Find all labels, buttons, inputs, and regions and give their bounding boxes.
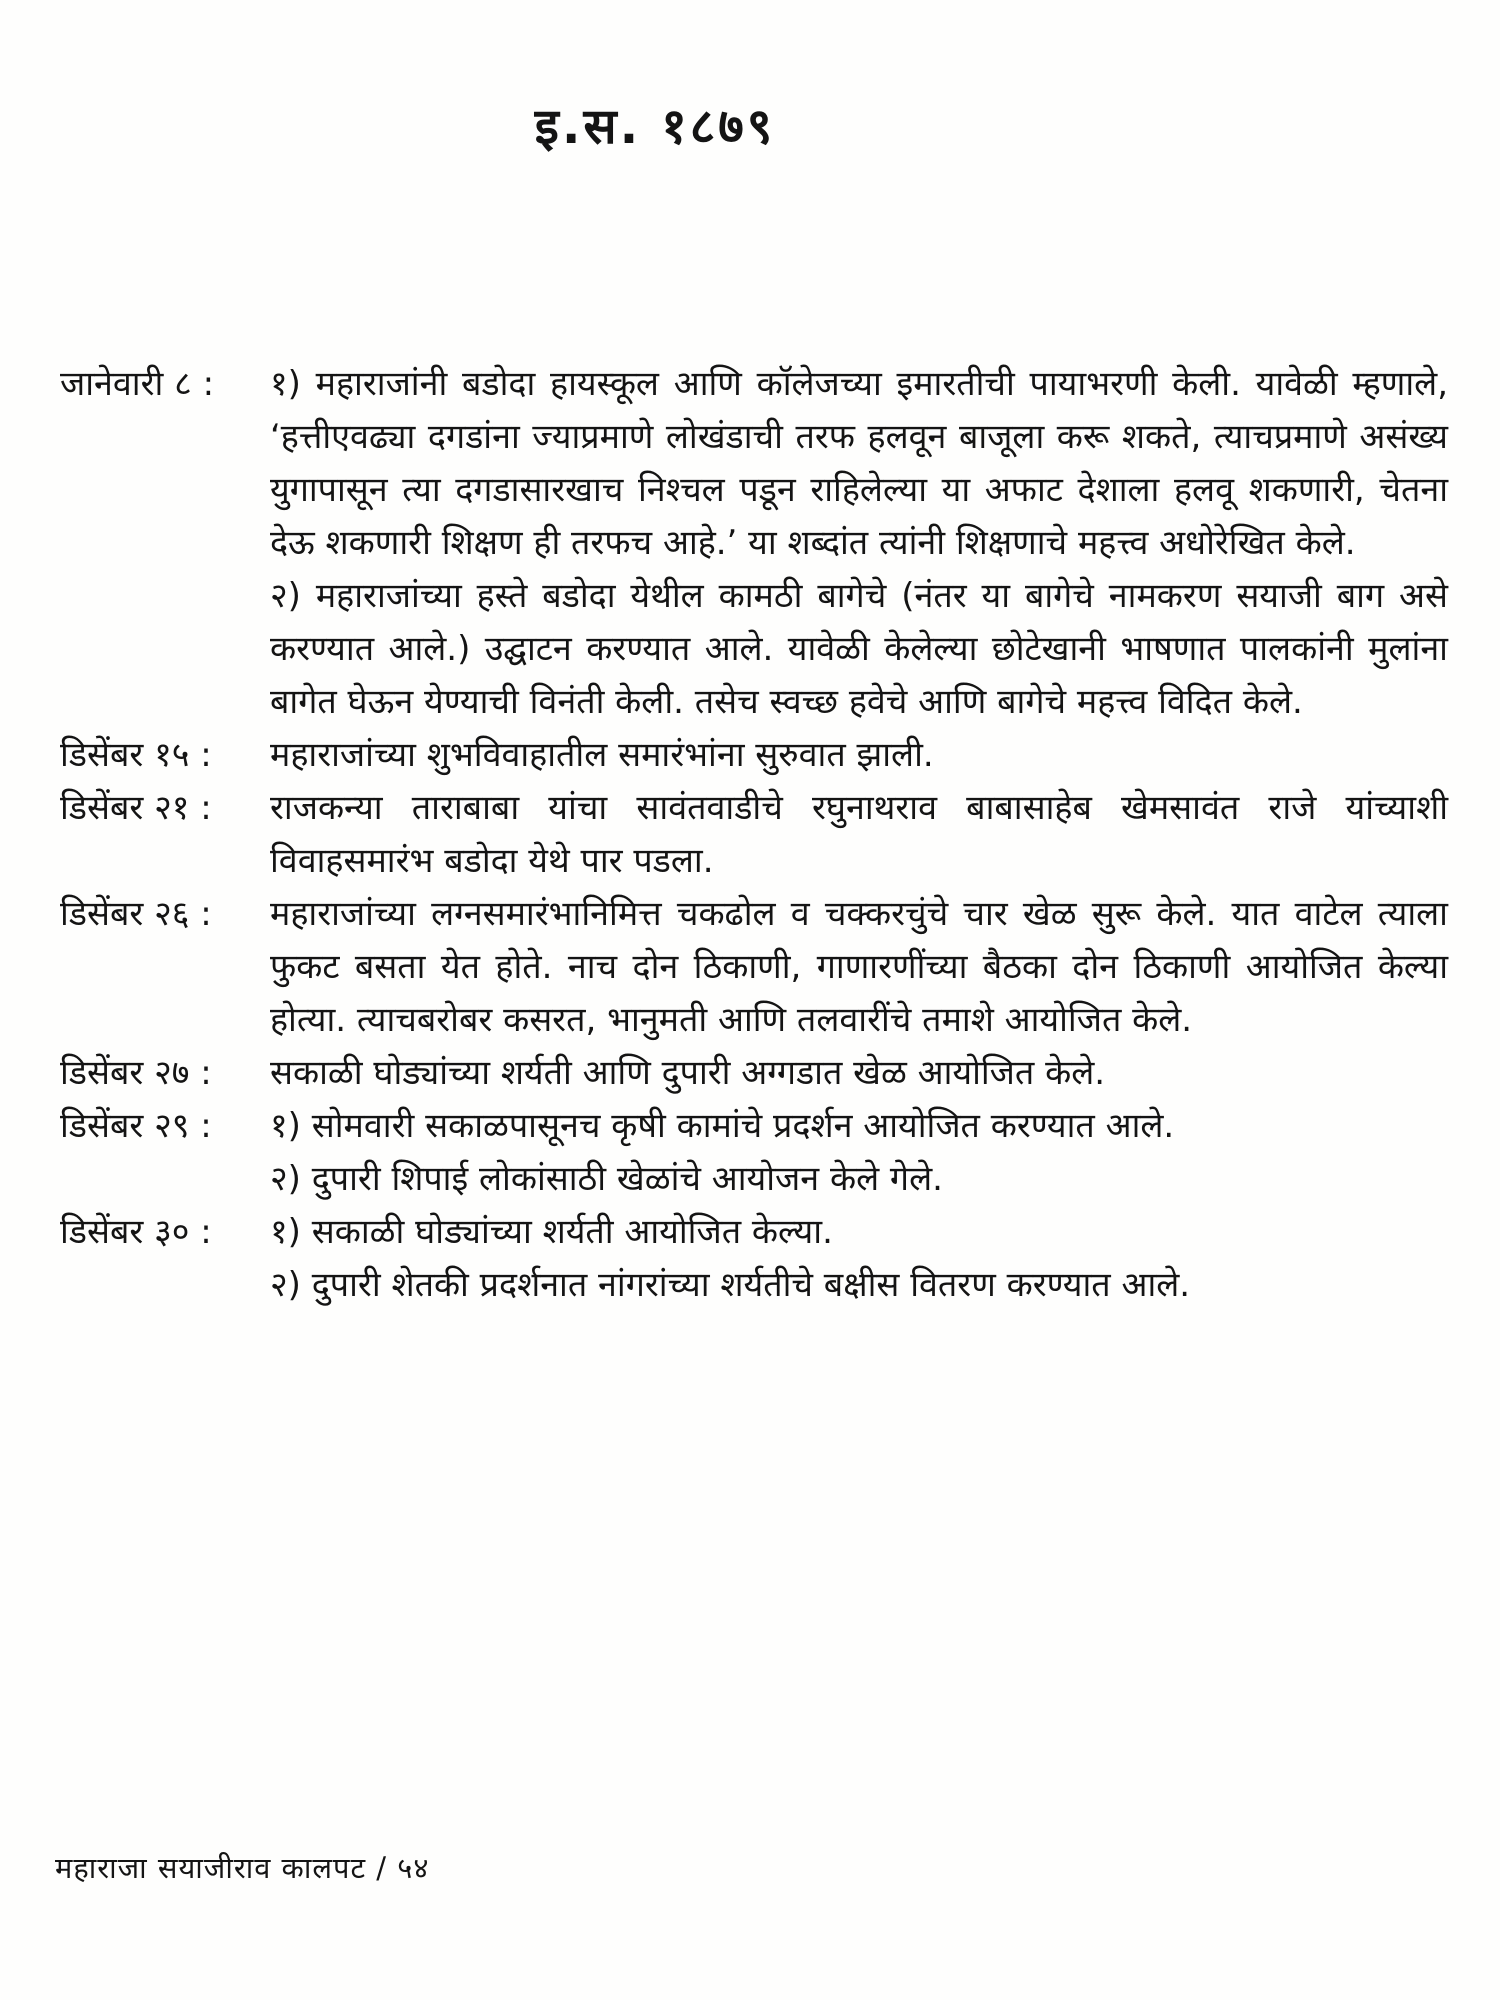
entry-paragraph: २) दुपारी शिपाई लोकांसाठी खेळांचे आयोजन केले गेले. <box>270 1159 943 1199</box>
entry-paragraph: २) दुपारी शेतकी प्रदर्शनात नांगरांच्या शर्यतीचे बक्षीस वितरण करण्यात आले. <box>270 1265 1191 1305</box>
entry-row-dec-30 <box>60 1206 1448 1312</box>
page-title: इ.स. १८७९ <box>534 98 776 155</box>
entry-content <box>270 1100 1448 1206</box>
entry-paragraph: राजकन्या ताराबाबा यांचा सावंतवाडीचे रघुनाथराव बाबासाहेब खेमसावंत राजे यांच्याशी विवाहसमारंभ बडोदा येथे पार पडला. <box>270 788 1448 881</box>
entry-content <box>270 888 1448 1047</box>
entry-paragraph: १) सोमवारी सकाळपासूनच कृषी कामांचे प्रदर्शन आयोजित करण्यात आले. <box>270 1106 1175 1146</box>
chronology-list <box>60 358 1448 1312</box>
entry-row-dec-15 <box>60 729 1448 782</box>
entry-paragraph: महाराजांच्या शुभविवाहातील समारंभांना सुरुवात झाली. <box>270 735 934 775</box>
entry-content <box>270 358 1448 729</box>
entry-date: डिसेंबर २१ : <box>60 788 212 828</box>
entry-date: जानेवारी ८ : <box>60 364 215 404</box>
entry-date: डिसेंबर २७ : <box>60 1053 212 1093</box>
entry-date: डिसेंबर ३० : <box>60 1212 212 1252</box>
entry-row-dec-27 <box>60 1047 1448 1100</box>
entry-paragraph: १) सकाळी घोड्यांच्या शर्यती आयोजित केल्या. <box>270 1212 833 1252</box>
entry-paragraph: २) महाराजांच्या हस्ते बडोदा येथील कामठी बागेचे (नंतर या बागेचे नामकरण सयाजी बाग असे करण्यात आले.) उद्घाटन करण्यात आले. यावेळी केलेल्या छोटेखानी भाषणात पालकांनी मुलांना बागेत घेऊन येण्याची विनंती केली. तसेच स्वच्छ हवेचे आणि बागेचे महत्त्व विदित केले. <box>270 576 1448 722</box>
entry-date: डिसेंबर १५ : <box>60 735 212 775</box>
entry-content <box>270 1206 1448 1312</box>
entry-content <box>270 1047 1448 1100</box>
entry-row-jan-8 <box>60 358 1448 729</box>
entry-date: डिसेंबर २६ : <box>60 894 212 934</box>
entry-content <box>270 782 1448 888</box>
entry-row-dec-21 <box>60 782 1448 888</box>
page-footer: महाराजा सयाजीराव कालपट / ५४ <box>55 1851 430 1885</box>
entry-content <box>270 729 1448 782</box>
entry-date: डिसेंबर २९ : <box>60 1106 212 1146</box>
entry-paragraph: १) महाराजांनी बडोदा हायस्कूल आणि कॉलेजच्या इमारतीची पायाभरणी केली. यावेळी म्हणाले, ‘हत्तीएवढ्या दगडांना ज्याप्रमाणे लोखंडाची तरफ हलवून बाजूला करू शकते, त्याचप्रमाणे असंख्य युगापासून त्या दगडासारखाच निश्चल पडून राहिलेल्या या अफाट देशाला हलवू शकणारी, चेतना देऊ शकणारी शिक्षण ही तरफच आहे.’ या शब्दांत त्यांनी शिक्षणाचे महत्त्व अधोरेखित केले. <box>270 364 1448 563</box>
entry-row-dec-26 <box>60 888 1448 1047</box>
entry-paragraph: सकाळी घोड्यांच्या शर्यती आणि दुपारी अग्गडात खेळ आयोजित केले. <box>270 1053 1106 1093</box>
entry-row-dec-29 <box>60 1100 1448 1206</box>
entry-paragraph: महाराजांच्या लग्नसमारंभानिमित्त चकढोल व चक्करचुंचे चार खेळ सुरू केले. यात वाटेल त्याला फुकट बसता येत होते. नाच दोन ठिकाणी, गाणारणींच्या बैठका दोन ठिकाणी आयोजित केल्या होत्या. त्याचबरोबर कसरत, भानुमती आणि तलवारींचे तमाशे आयोजित केले. <box>270 894 1448 1040</box>
